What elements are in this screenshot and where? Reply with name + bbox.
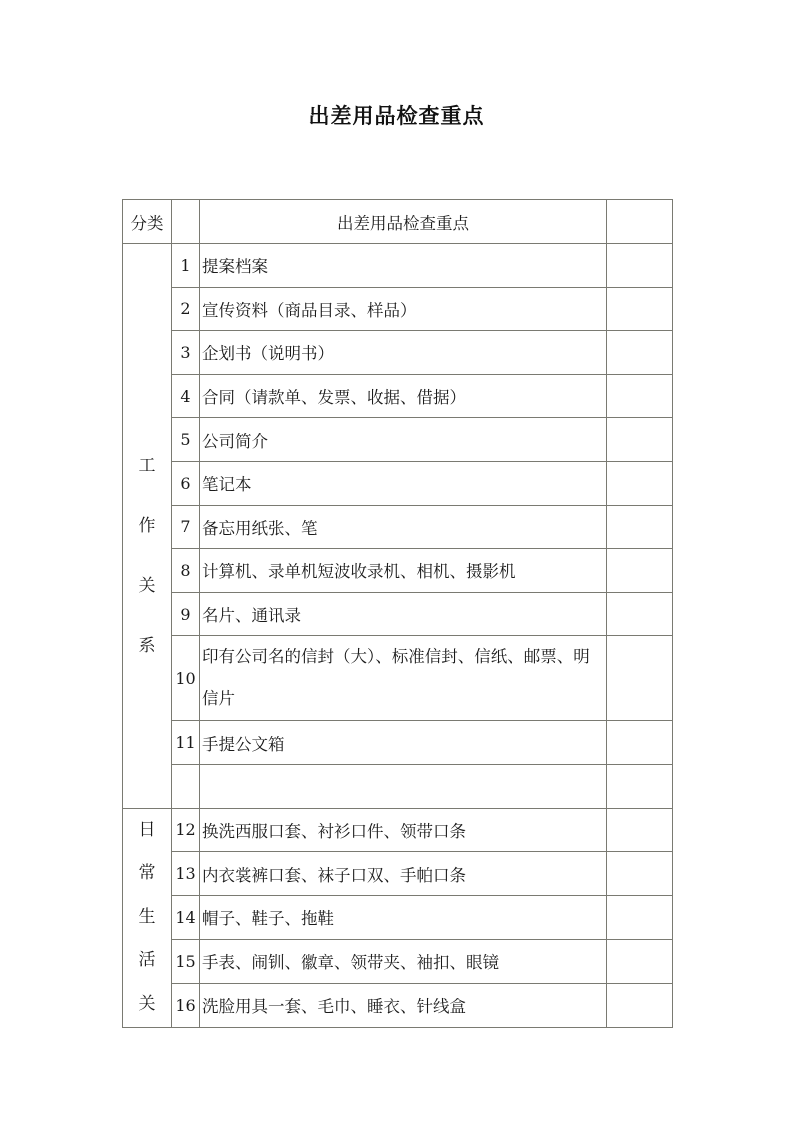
row-item: 合同（请款单、发票、收据、借据） xyxy=(200,374,607,418)
row-number: 6 xyxy=(172,461,200,505)
table-row xyxy=(123,636,673,721)
row-item: 名片、通讯录 xyxy=(200,592,607,636)
category-char: 活 xyxy=(138,950,156,971)
row-number: 8 xyxy=(172,549,200,593)
row-item: 换洗西服口套、衬衫口件、领带口条 xyxy=(200,808,607,852)
row-item: 印有公司名的信封（大）、标准信封、信纸、邮票、明信片 xyxy=(200,636,607,721)
row-check-cell[interactable] xyxy=(607,331,673,375)
row-item[interactable] xyxy=(200,764,607,808)
row-check-cell[interactable] xyxy=(607,721,673,765)
table-row xyxy=(123,896,673,940)
table-row xyxy=(123,939,673,983)
category-daily-life xyxy=(123,808,172,1027)
row-number: 15 xyxy=(172,939,200,983)
table-row-empty xyxy=(123,764,673,808)
header-check xyxy=(607,200,673,244)
row-item: 笔记本 xyxy=(200,461,607,505)
row-item: 手提公文箱 xyxy=(200,721,607,765)
header-category: 分类 xyxy=(123,200,172,244)
category-char: 关 xyxy=(138,993,156,1014)
row-number: 7 xyxy=(172,505,200,549)
table-row xyxy=(123,374,673,418)
category-work xyxy=(123,244,172,809)
row-item: 计算机、录单机短波收录机、相机、摄影机 xyxy=(200,549,607,593)
table-row xyxy=(123,418,673,462)
header-item: 出差用品检查重点 xyxy=(200,200,607,244)
row-number: 2 xyxy=(172,287,200,331)
row-check-cell[interactable] xyxy=(607,852,673,896)
row-number: 4 xyxy=(172,374,200,418)
row-check-cell[interactable] xyxy=(607,549,673,593)
table-header-row xyxy=(123,200,673,244)
row-item: 公司简介 xyxy=(200,418,607,462)
row-check-cell[interactable] xyxy=(607,418,673,462)
table-row xyxy=(123,461,673,505)
row-check-cell[interactable] xyxy=(607,896,673,940)
row-number: 11 xyxy=(172,721,200,765)
category-char: 作 xyxy=(138,515,156,536)
checklist-table xyxy=(122,199,673,1028)
table-row xyxy=(123,592,673,636)
row-check-cell[interactable] xyxy=(607,505,673,549)
table-row xyxy=(123,287,673,331)
table-row xyxy=(123,983,673,1027)
category-char: 生 xyxy=(138,906,156,927)
header-number xyxy=(172,200,200,244)
row-check-cell[interactable] xyxy=(607,592,673,636)
table-row xyxy=(123,549,673,593)
table-row xyxy=(123,852,673,896)
row-number: 13 xyxy=(172,852,200,896)
row-number: 12 xyxy=(172,808,200,852)
row-item: 提案档案 xyxy=(200,244,607,288)
row-check-cell[interactable] xyxy=(607,983,673,1027)
table-row xyxy=(123,721,673,765)
row-item: 洗脸用具一套、毛巾、睡衣、针线盒 xyxy=(200,983,607,1027)
row-number: 14 xyxy=(172,896,200,940)
category-char: 关 xyxy=(138,575,156,596)
row-item: 企划书（说明书） xyxy=(200,331,607,375)
row-number xyxy=(172,764,200,808)
table-row xyxy=(123,505,673,549)
row-item: 宣传资料（商品目录、样品） xyxy=(200,287,607,331)
row-check-cell[interactable] xyxy=(607,808,673,852)
table-row xyxy=(123,244,673,288)
row-item: 内衣裳裤口套、袜子口双、手帕口条 xyxy=(200,852,607,896)
category-char: 系 xyxy=(138,635,156,656)
category-char: 常 xyxy=(138,863,156,884)
row-check-cell[interactable] xyxy=(607,287,673,331)
document-title: 出差用品检查重点 xyxy=(308,103,485,128)
row-item: 帽子、鞋子、拖鞋 xyxy=(200,896,607,940)
category-char: 日 xyxy=(138,819,156,840)
row-number: 3 xyxy=(172,331,200,375)
row-check-cell[interactable] xyxy=(607,636,673,721)
table-row xyxy=(123,331,673,375)
table-row xyxy=(123,808,673,852)
row-number: 5 xyxy=(172,418,200,462)
row-check-cell[interactable] xyxy=(607,461,673,505)
row-number: 10 xyxy=(172,636,200,721)
row-check-cell[interactable] xyxy=(607,374,673,418)
category-char: 工 xyxy=(138,455,156,476)
row-check-cell[interactable] xyxy=(607,244,673,288)
row-check-cell[interactable] xyxy=(607,764,673,808)
row-number: 1 xyxy=(172,244,200,288)
row-check-cell[interactable] xyxy=(607,939,673,983)
row-number: 16 xyxy=(172,983,200,1027)
row-item: 备忘用纸张、笔 xyxy=(200,505,607,549)
row-number: 9 xyxy=(172,592,200,636)
row-item: 手表、闹钏、徽章、领带夹、袖扣、眼镜 xyxy=(200,939,607,983)
